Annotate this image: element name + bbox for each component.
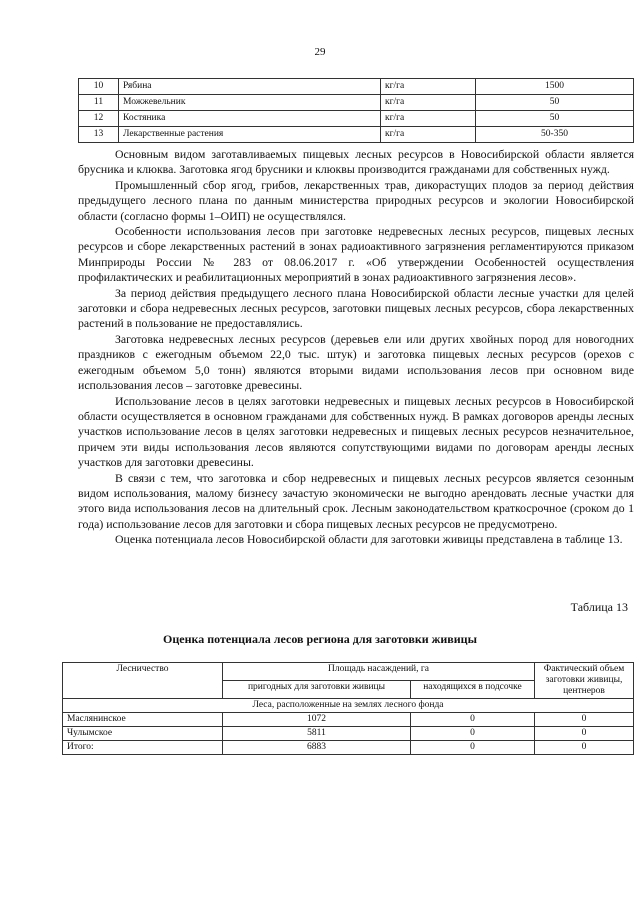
unit: кг/га	[381, 111, 476, 127]
unit: кг/га	[381, 127, 476, 143]
actual-volume: 0	[535, 713, 634, 727]
actual-volume: 0	[535, 741, 634, 755]
paragraph: Заготовка недревесных лесных ресурсов (деревьев ели или других хвойных пород для новогодних праздников с ежегодным объемом 22,0 тыс. штук) и заготовка пищевых лесных ресурсов (орехов с ежегодным объемом 5,0 тонн) являются вторыми видами использования лесов при основном виде использования лесов – заготовке древесины.	[78, 331, 634, 393]
tapped-area: 0	[411, 727, 535, 741]
paragraph: За период действия предыдущего лесного плана Новосибирской области лесные участки для целей заготовки и сбора недревесных лесных ресурсов, заготовки пищевых лесных ресурсов, сбора лекарственных растений в пользование не предоставлялись.	[78, 285, 634, 331]
paragraph: Промышленный сбор ягод, грибов, лекарственных трав, дикорастущих плодов за период действия предыдущего лесного плана по данным министерства природных ресурсов и экологии Новосибирской области (согласно формы 1–ОИП) не осуществлялся.	[78, 177, 634, 223]
header-suitable: пригодных для заготовки живицы	[223, 681, 411, 699]
table-row	[63, 741, 634, 755]
header-area: Площадь насаждений, га	[223, 663, 535, 681]
resin-potential-table	[62, 662, 634, 755]
forestry-name: Чулымское	[63, 727, 223, 741]
table-row	[79, 127, 634, 143]
row-number: 12	[79, 111, 119, 127]
section-label: Леса, расположенные на землях лесного фонда	[63, 699, 634, 713]
section-row	[63, 699, 634, 713]
row-number: 11	[79, 95, 119, 111]
resource-name: Костяника	[119, 111, 381, 127]
header-forestry: Лесничество	[63, 663, 223, 699]
table-row	[79, 95, 634, 111]
paragraph: В связи с тем, что заготовка и сбор недревесных и пищевых лесных ресурсов является сезонным видом использования, малому бизнесу зачастую экономически не выгодно арендовать лесные участки для этого вида использования лесов на длительный срок. Лесным законодательством краткосрочное (сроком до 1 года) использование лесов для заготовки и сбора пищевых лесных ресурсов не предусмотрено.	[78, 470, 634, 531]
header-row	[63, 663, 634, 681]
table-title: Оценка потенциала лесов региона для заготовки живицы	[163, 632, 477, 646]
suitable-area: 5811	[223, 727, 411, 741]
paragraph: Основным видом заготавливаемых пищевых лесных ресурсов в Новосибирской области является брусника и клюква. Заготовка ягод брусники и клюквы производится гражданами для собственных нужд.	[78, 147, 634, 177]
resource-name: Лекарственные растения	[119, 127, 381, 143]
actual-volume: 0	[535, 727, 634, 741]
resource-name: Рябина	[119, 79, 381, 95]
resource-name: Можжевельник	[119, 95, 381, 111]
tapped-area: 0	[411, 741, 535, 755]
suitable-area: 1072	[223, 713, 411, 727]
header-actual: Фактический объем заготовки живицы, центнеров	[535, 663, 634, 699]
suitable-area: 6883	[223, 741, 411, 755]
paragraph: Использование лесов в целях заготовки недревесных и пищевых лесных ресурсов в Новосибирской области осуществляется в основном гражданами для собственных нужд. В рамках договоров аренды лесных участков использование лесов в целях заготовки недревесных и пищевых лесных ресурсов незначительное, причем эти виды использования лесов являются сопутствующими видами по договорам аренды лесных участков для заготовки древесины.	[78, 393, 634, 470]
header-tapped: находящихся в подсочке	[411, 681, 535, 699]
table-row	[63, 713, 634, 727]
unit: кг/га	[381, 95, 476, 111]
page-number: 29	[314, 46, 326, 58]
table-row	[63, 727, 634, 741]
table-row	[79, 111, 634, 127]
body-text	[78, 147, 634, 548]
forestry-name: Маслянинское	[63, 713, 223, 727]
yield-value: 50	[476, 95, 634, 111]
yield-value: 50	[476, 111, 634, 127]
table-caption: Таблица 13	[570, 600, 628, 614]
row-number: 13	[79, 127, 119, 143]
resources-table-continuation	[78, 78, 634, 143]
unit: кг/га	[381, 79, 476, 95]
forestry-name: Итого:	[63, 741, 223, 755]
row-number: 10	[79, 79, 119, 95]
tapped-area: 0	[411, 713, 535, 727]
paragraph: Оценка потенциала лесов Новосибирской области для заготовки живицы представлена в таблице 13.	[115, 532, 623, 547]
yield-value: 1500	[476, 79, 634, 95]
yield-value: 50-350	[476, 127, 634, 143]
paragraph: Особенности использования лесов при заготовке недревесных лесных ресурсов, пищевых лесных ресурсов и сборе лекарственных растений в зонах радиоактивного загрязнения регламентируются приказом Минприроды России № 283 от 08.06.2017 г. «Об утверждении Особенностей осуществления профилактических и реабилитационных мероприятий в зонах радиоактивного загрязнения лесов».	[78, 224, 634, 285]
table-row	[79, 79, 634, 95]
